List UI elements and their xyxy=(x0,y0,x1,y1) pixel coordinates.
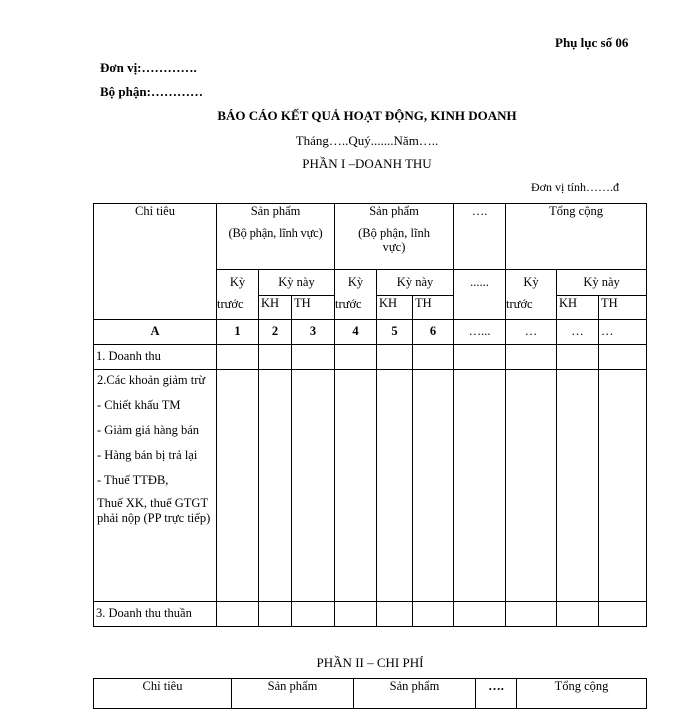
actual-total: TH xyxy=(599,296,647,320)
t2-header-indicator: Chỉ tiêu xyxy=(94,679,232,709)
row-label: - Hàng bán bị trả lại xyxy=(97,448,198,462)
header-total: Tổng cộng xyxy=(506,204,647,270)
row-label: - Giảm giá hàng bán xyxy=(97,423,200,437)
this-period-2: Kỳ này xyxy=(377,270,454,296)
index-cell: A xyxy=(94,320,217,345)
t2-header-total: Tổng cộng xyxy=(517,679,647,709)
report-period: Tháng…..Quý.......Năm….. xyxy=(295,133,439,148)
report-title: BÁO CÁO KẾT QUẢ HOẠT ĐỘNG, KINH DOANH xyxy=(217,108,517,123)
index-cell: 4 xyxy=(335,320,377,345)
index-cell: … xyxy=(599,320,647,345)
plan-2: KH xyxy=(377,296,413,320)
row-label: Thuế XK, thuế GTGT phải nộp (PP trực tiếp) xyxy=(97,496,211,525)
row-label: 3. Doanh thu thuần xyxy=(94,602,217,627)
index-cell: 6 xyxy=(413,320,454,345)
header-indicator: Chỉ tiêu xyxy=(94,204,217,320)
row-label: 2.Các khoản giảm trừ xyxy=(97,373,206,387)
index-cell: … xyxy=(506,320,557,345)
table-row xyxy=(94,345,647,370)
row-label: 1. Doanh thu xyxy=(94,345,217,370)
table-row xyxy=(94,370,647,602)
actual-2: TH xyxy=(413,296,454,320)
header-dots: …. xyxy=(454,204,506,270)
department-label: Bộ phận:………… xyxy=(100,84,203,99)
table-row xyxy=(94,602,647,627)
row-label: - Thuế TTĐB, xyxy=(97,473,169,487)
row-label: - Chiết khấu TM xyxy=(97,398,181,412)
index-cell: 3 xyxy=(292,320,335,345)
index-row xyxy=(94,320,647,345)
prev-period-2: Kỳ trước xyxy=(335,270,377,320)
prev-period-total: Kỳ trước xyxy=(506,270,557,320)
part2-heading: PHẦN II – CHI PHÍ xyxy=(316,655,424,670)
currency-unit-label: Đơn vị tính…….đ xyxy=(531,180,620,194)
revenue-table xyxy=(93,203,647,627)
header-product-2: Sản phẩm (Bộ phận, lĩnh vực) xyxy=(335,204,454,270)
this-period-total: Kỳ này xyxy=(557,270,647,296)
plan-total: KH xyxy=(557,296,599,320)
index-cell: 2 xyxy=(259,320,292,345)
actual-1: TH xyxy=(292,296,335,320)
index-cell: 5 xyxy=(377,320,413,345)
t2-header-product-2: Sản phẩm xyxy=(354,679,476,709)
index-cell: 1 xyxy=(217,320,259,345)
index-cell: … xyxy=(557,320,599,345)
appendix-label: Phụ lục số 06 xyxy=(555,35,629,50)
t2-header-dots: …. xyxy=(476,679,517,709)
unit-label: Đơn vị:…………. xyxy=(100,60,197,75)
t2-header-product-1: Sản phẩm xyxy=(232,679,354,709)
plan-1: KH xyxy=(259,296,292,320)
expense-table xyxy=(93,678,647,709)
mid-dots: ...... xyxy=(454,270,506,320)
prev-period-1: Kỳ trước xyxy=(217,270,259,320)
header-product-1: Sản phẩm (Bộ phận, lĩnh vực) xyxy=(217,204,335,270)
index-cell: …... xyxy=(454,320,506,345)
deductions-cell xyxy=(94,370,217,602)
part1-heading: PHẦN I –DOANH THU xyxy=(302,156,432,171)
this-period-1: Kỳ này xyxy=(259,270,335,296)
